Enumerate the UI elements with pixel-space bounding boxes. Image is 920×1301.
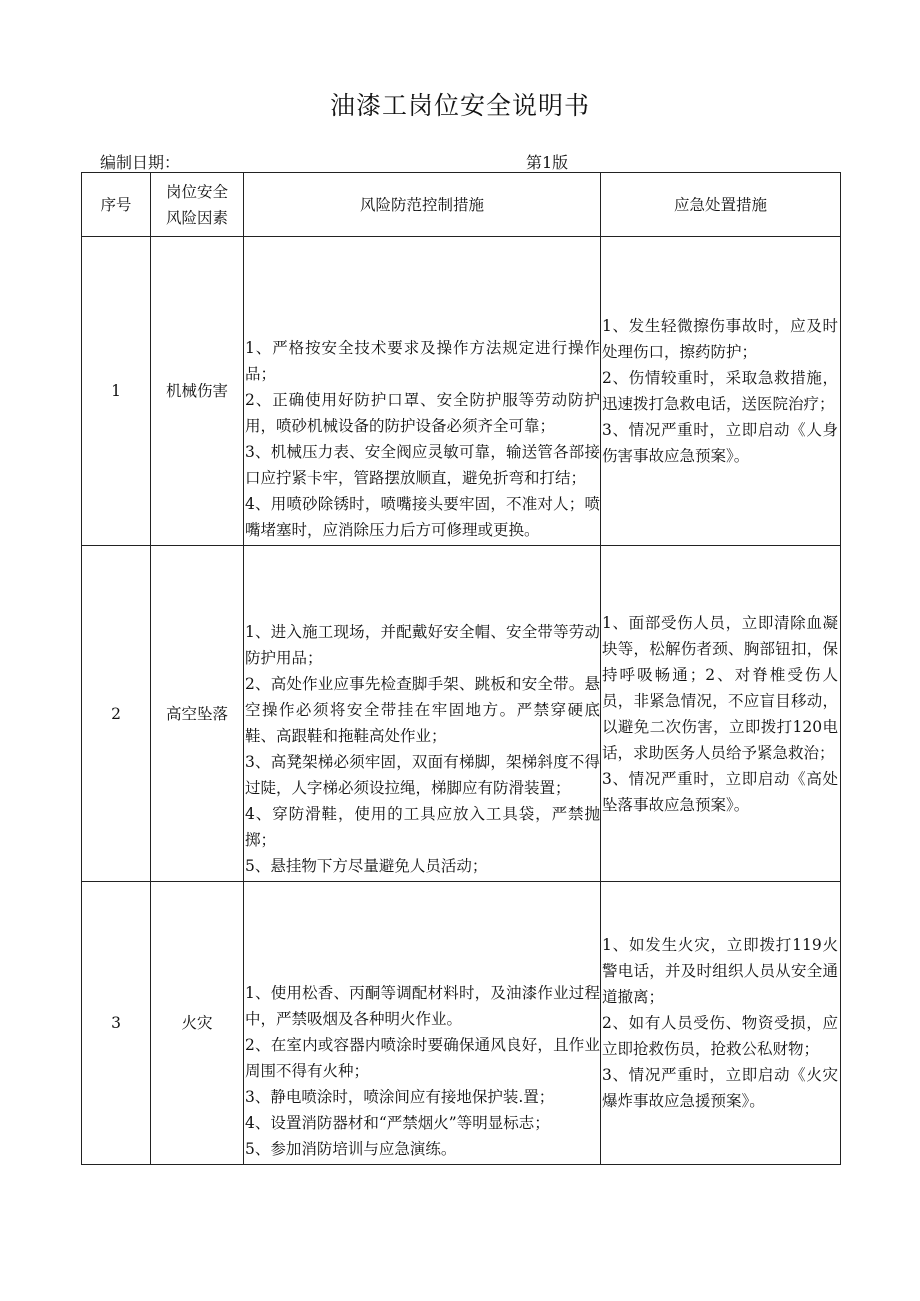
header-emergency-measures: 应急处置措施 [601, 173, 841, 237]
row-number: 2 [82, 546, 151, 882]
control-item: 1、严格按安全技术要求及操作方法规定进行操作品； [245, 339, 600, 383]
emergency-item: 2、如有人员受伤、物资受损，应立即抢救伤员，抢救公私财物； [602, 1014, 838, 1058]
control-item: 3、机械压力表、安全阀应灵敏可靠，输送管各部接口应拧紧卡牢，管路摆放顺直，避免折弯和打结； [245, 443, 600, 487]
header-risk-factor [151, 173, 244, 237]
row-emergency-measures [601, 882, 841, 1165]
control-item: 3、高凳架梯必须牢固，双面有梯脚，架梯斜度不得过陡，人字梯必须设拉绳，梯脚应有防滑装置； [245, 753, 600, 797]
table-row [82, 237, 841, 546]
row-control-measures [244, 237, 601, 546]
document-title: 油漆工岗位安全说明书 [329, 91, 590, 120]
row-number: 3 [82, 882, 151, 1165]
control-item: 4、设置消防器材和“严禁烟火”等明显标志； [245, 1114, 550, 1132]
control-item: 5、参加消防培训与应急演练。 [245, 1140, 457, 1158]
control-item: 4、穿防滑鞋，使用的工具应放入工具袋，严禁抛掷； [245, 805, 600, 849]
control-item: 2、高处作业应事先检查脚手架、跳板和安全带。悬空操作必须将安全带挂在牢固地方。严禁穿硬底鞋、高跟鞋和拖鞋高处作业； [245, 675, 600, 745]
safety-table [81, 172, 841, 1165]
emergency-item: 3、情况严重时，立即启动《高处坠落事故应急预案》。 [602, 769, 838, 814]
version-label: 第1版 [526, 153, 569, 172]
table-header-row [82, 173, 841, 237]
row-emergency-measures [601, 546, 841, 882]
row-risk-factor: 高空坠落 [151, 546, 244, 882]
emergency-item: 2、伤情较重时，采取急救措施，迅速拨打急救电话，送医院治疗； [602, 369, 838, 413]
control-item: 2、正确使用好防护口罩、安全防护服等劳动防护用，喷砂机械设备的防护设备必须齐全可靠； [245, 391, 600, 435]
control-item: 4、用喷砂除锈时，喷嘴接头要牢固，不准对人；喷嘴堵塞时，应消除压力后方可修理或更换。 [245, 495, 600, 539]
emergency-item: 3、情况严重时，立即启动《火灾爆炸事故应急援预案》。 [602, 1066, 838, 1110]
header-number: 序号 [82, 173, 151, 237]
control-item: 1、使用松香、丙酮等调配材料时，及油漆作业过程中，严禁吸烟及各种明火作业。 [245, 984, 600, 1028]
emergency-item: 1、如发生火灾，立即拨打119火警电话，并及时组织人员从安全通道撤离； [602, 936, 838, 1006]
row-risk-factor: 火灾 [151, 882, 244, 1165]
row-emergency-measures [601, 237, 841, 546]
header-control-measures: 风险防范控制措施 [244, 173, 601, 237]
emergency-item: 1、面部受伤人员，立即清除血凝块等，松解伤者颈、胸部钮扣，保持呼吸畅通；2、对脊椎受伤人员，非紧急情况，不应盲目移动，以避免二次伤害，立即拨打120电话，求助医务人员给予紧急救治； [602, 613, 838, 762]
control-item: 5、悬挂物下方尽量避免人员活动； [245, 857, 488, 875]
row-risk-factor: 机械伤害 [151, 237, 244, 546]
table-row [82, 882, 841, 1165]
table-row [82, 546, 841, 882]
row-control-measures [244, 882, 601, 1165]
row-control-measures [244, 546, 601, 882]
row-number: 1 [82, 237, 151, 546]
header-risk-line-1: 岗位安全 [165, 182, 228, 201]
control-item: 2、在室内或容器内喷涂时要确保通风良好，且作业周围不得有火种； [245, 1036, 600, 1080]
emergency-item: 3、情况严重时，立即启动《人身伤害事故应急预案》。 [602, 421, 838, 465]
header-risk-line-2: 风险因素 [165, 208, 228, 227]
emergency-item: 1、发生轻微擦伤事故时，应及时处理伤口，擦药防护； [602, 317, 838, 361]
compile-date-label: 编制日期： [100, 153, 181, 172]
control-item: 1、进入施工现场，并配戴好安全帽、安全带等劳动防护用品； [245, 623, 600, 667]
control-item: 3、静电喷涂时，喷涂间应有接地保护装.置； [245, 1088, 555, 1106]
